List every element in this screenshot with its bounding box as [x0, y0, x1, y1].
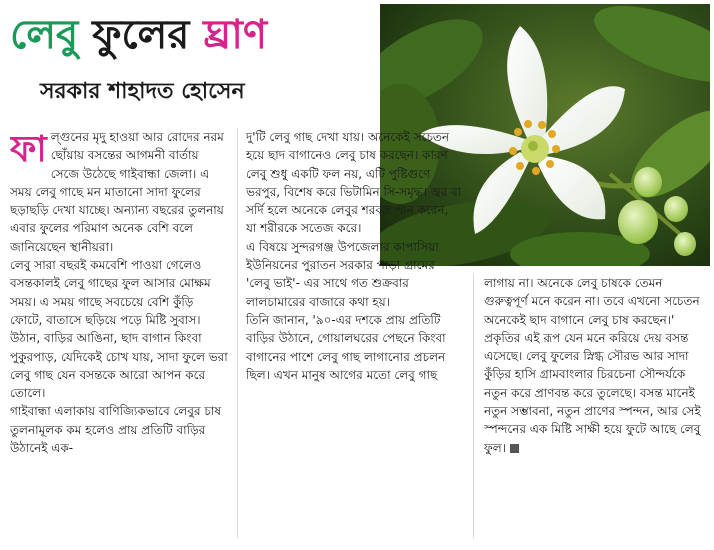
- article-column-1: [10, 128, 228, 540]
- headline-word-1: লেবু: [10, 12, 79, 58]
- paragraph: দু'টি লেবু গাছ দেখা যায়। অনেকেই সচেতন হয়ে ছাদ বাগানেও লেবু চাষ করছেন। কারণ লেবু শুধু একটি ফল নয়, এটি পুষ্টিগুণে ভরপুর, বিশেষ করে ভিটামিন সি-সমৃদ্ধ। জ্বর বা সর্দি হলে অনেকে লেবুর শরবত পান করেন, যা শরীরকে সতেজ করে।: [246, 130, 462, 236]
- paragraph: গাইবান্ধা এলাকায় বাণিজ্যিকভাবে লেবুর চাষ তুলনামূলক কম হলেও প্রায় প্রতিটি বাড়ির উঠানেই এক-: [10, 404, 221, 456]
- paragraph: লাগায় না। অনেকে লেবু চাষকে তেমন গুরুত্বপূর্ণ মনে করেন না। তবে এখনো সচেতন অনেকেই ছাদ বাগানে লেবু চাষ করছেন।': [484, 276, 700, 327]
- paragraph: এ বিষয়ে সুন্দরগঞ্জ উপজেলার কাপাসিয়া ইউনিয়নের পুরাতন সরকার পাড়া গ্রামের 'লেবু ভাই'- এর সাথে গত শুক্রবার লালচামারের বাজারে কথা হয়।: [246, 239, 439, 309]
- headline-word-3: ঘ্রাণ: [203, 12, 268, 58]
- article-column-3: [484, 274, 706, 540]
- paragraph: [10, 128, 228, 256]
- end-mark-icon: [510, 444, 519, 453]
- column-divider: [473, 274, 474, 538]
- headline-word-2: ফুলের: [92, 12, 190, 58]
- paragraph: লেবু সারা বছরই কমবেশি পাওয়া গেলেও বসন্তকালই লেবু গাছের ফুল আসার মোক্ষম সময়। এ সময় গাছে সবচেয়ে বেশি কুঁড়ি ফোটে, বাতাসে ছড়িয়ে পড়ে মিষ্টি সুবাস। উঠান, বাড়ির আঙিনা, ছাদ বাগান কিংবা পুকুরপাড়, যেদিকেই চোখ যায়, সাদা ফুলে ভরা লেবু গাছ যেন বসন্তকে আরো আপন করে তোলে।: [10, 258, 228, 401]
- headline: [10, 4, 380, 66]
- article-column-2: [246, 128, 462, 540]
- paragraph-text: প্রকৃতির এই রূপ যেন মনে করিয়ে দেয় বসন্ত এসেছে। লেবু ফুলের স্নিগ্ধ সৌরভ আর সাদা কুঁড়ির হাসি গ্রামবাংলার চিরচেনা সৌন্দর্যকে নতুন করে প্রাণবন্ত করে তুলেছে। বসন্ত মানেই নতুন সম্ভাবনা, নতুন প্রাণের স্পন্দন, আর সেই স্পন্দনের এক মিষ্টি সাক্ষী হয়ে ফুটে আছে লেবু ফুল।: [484, 330, 701, 455]
- paragraph-text: ল্গুনের মৃদু হাওয়া আর রোদের নরম ছোঁয়ায় বসন্তের আগমনী বার্তায় সেজে উঠেছে গাইবান্ধা জেলা। এ সময় লেবু গাছে মন মাতানো সাদা ফুলের ছড়াছড়ি দেখা যাচ্ছে। অন্যান্য বছরের তুলনায় এবার ফুলের পরিমাণ অনেক বেশি বলে জানিয়েছেন স্থানীয়রা।: [10, 130, 224, 254]
- paragraph: [484, 329, 706, 457]
- drop-cap: ফা: [10, 129, 47, 170]
- column-divider: [237, 128, 238, 538]
- byline: সরকার শাহাদত হোসেন: [40, 79, 245, 104]
- paragraph: তিনি জানান, '৯০-এর দশকে প্রায় প্রতিটি বাড়ির উঠানে, গোয়ালঘরের পেছনে কিংবা বাগানের পাশে লেবু গাছ লাগানোর প্রচলন ছিল। এখন মানুষ আগের মতো লেবু গাছ: [246, 312, 446, 382]
